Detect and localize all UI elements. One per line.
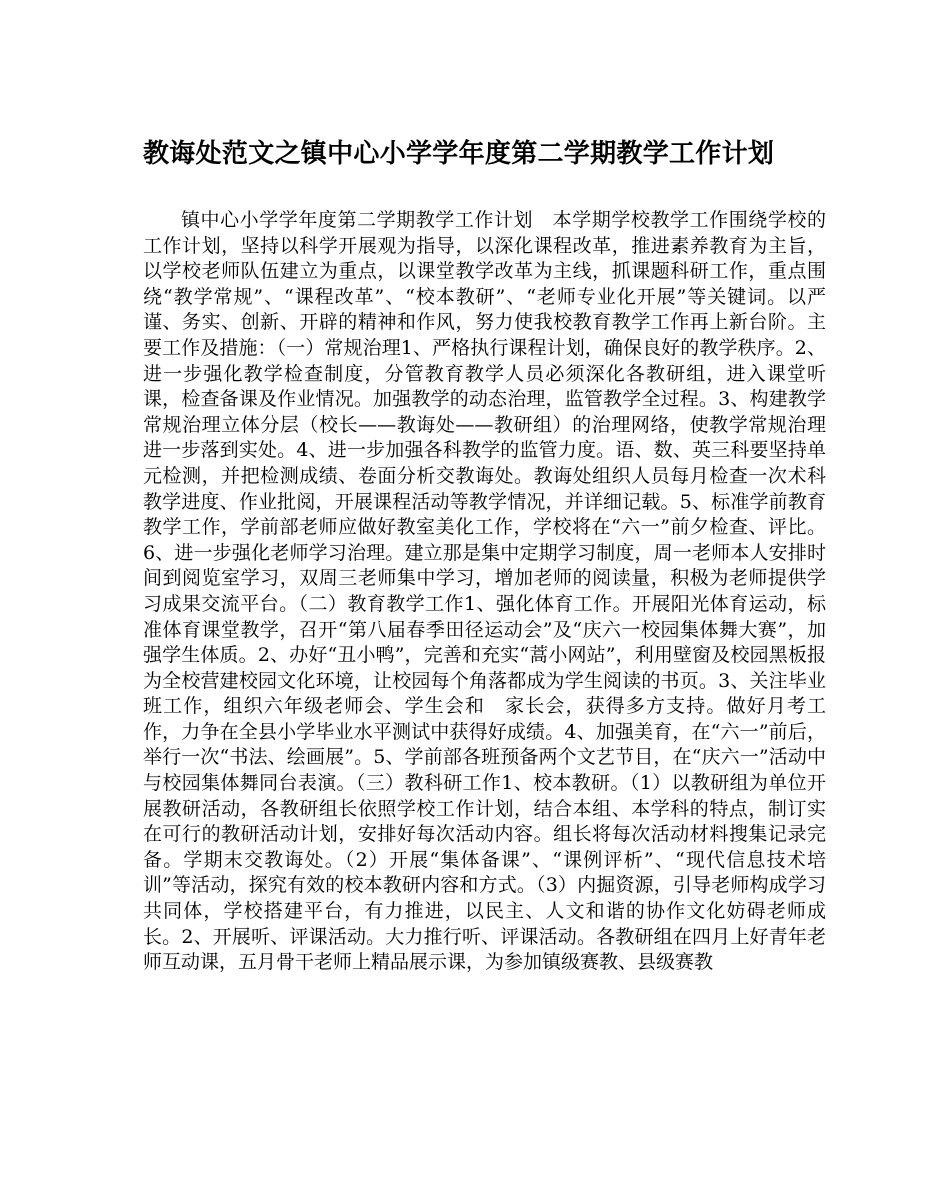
document-title: 教诲处范文之镇中心小学学年度第二学期教学工作计划	[143, 139, 775, 169]
document-body-paragraph: 镇中心小学学年度第二学期教学工作计划 本学期学校教学工作围绕学校的工作计划，坚持以科学开展观为指导，以深化课程改革，推进素养教育为主旨，以学校老师队伍建立为重点，以课堂教学改革为主线，抓课题科研工作，重点围绕“教学常规”、“课程改革”、“校本教研”、“老师专业化开展”等关键词。以严谨、务实、创新、开辟的精神和作风，努力使我校教育教学工作再上新台阶。主要工作及措施：（一）常规治理1、严格执行课程计划，确保良好的教学秩序。2、进一步强化教学检查制度，分管教育教学人员必须深化各教研组，进入课堂听课，检查备课及作业情况。加强教学的动态治理，监管教学全过程。3、构建教学常规治理立体分层（校长——教诲处——教研组）的治理网络，使教学常规治理进一步落到实处。4、进一步加强各科教学的监管力度。语、数、英三科要坚持单元检测，并把检测成绩、卷面分析交教诲处。教诲处组织人员每月检查一次术科教学进度、作业批阅，开展课程活动等教学情况，并详细记载。5、标准学前教育教学工作，学前部老师应做好教室美化工作，学校将在“六一”前夕检查、评比。6、进一步强化老师学习治理。建立那是集中定期学习制度，周一老师本人安排时间到阅览室学习，双周三老师集中学习，增加老师的阅读量，积极为老师提供学习成果交流平台。（二）教育教学工作1、强化体育工作。开展阳光体育运动，标准体育课堂教学，召开“第八届春季田径运动会”及“庆六一校园集体舞大赛”，加强学生体质。2、办好“丑小鸭”，完善和充实“蒿小网站”，利用壁窗及校园黑板报为全校营建校园文化环境，让校园每个角落都成为学生阅读的书页。3、关注毕业班工作，组织六年级老师会、学生会和 家长会，获得多方支持。做好月考工作，力争在全县小学毕业水平测试中获得好成绩。4、加强美育，在“六一”前后，举行一次“书法、绘画展”。5、学前部各班预备两个文艺节目，在“庆六一”活动中与校园集体舞同台表演。（三）教科研工作1、校本教研。（1）以教研组为单位开展教研活动，各教研组长依照学校工作计划，结合本组、本学科的特点，制订实在可行的教研活动计划，安排好每次活动内容。组长将每次活动材料搜集记录完备。学期末交教诲处。（2）开展“集体备课”、“课例评析”、“现代信息技术培训”等活动，探究有效的校本教研内容和方式。（3）内掘资源，引导老师构成学习共同体，学校搭建平台，有力推进，以民主、人文和谐的协作文化妨碍老师成长。2、开展听、评课活动。大力推行听、评课活动。各教研组在四月上好青年老师互动课，五月骨干老师上精品展示课，为参加镇级赛教、县级赛教	[143, 209, 826, 974]
